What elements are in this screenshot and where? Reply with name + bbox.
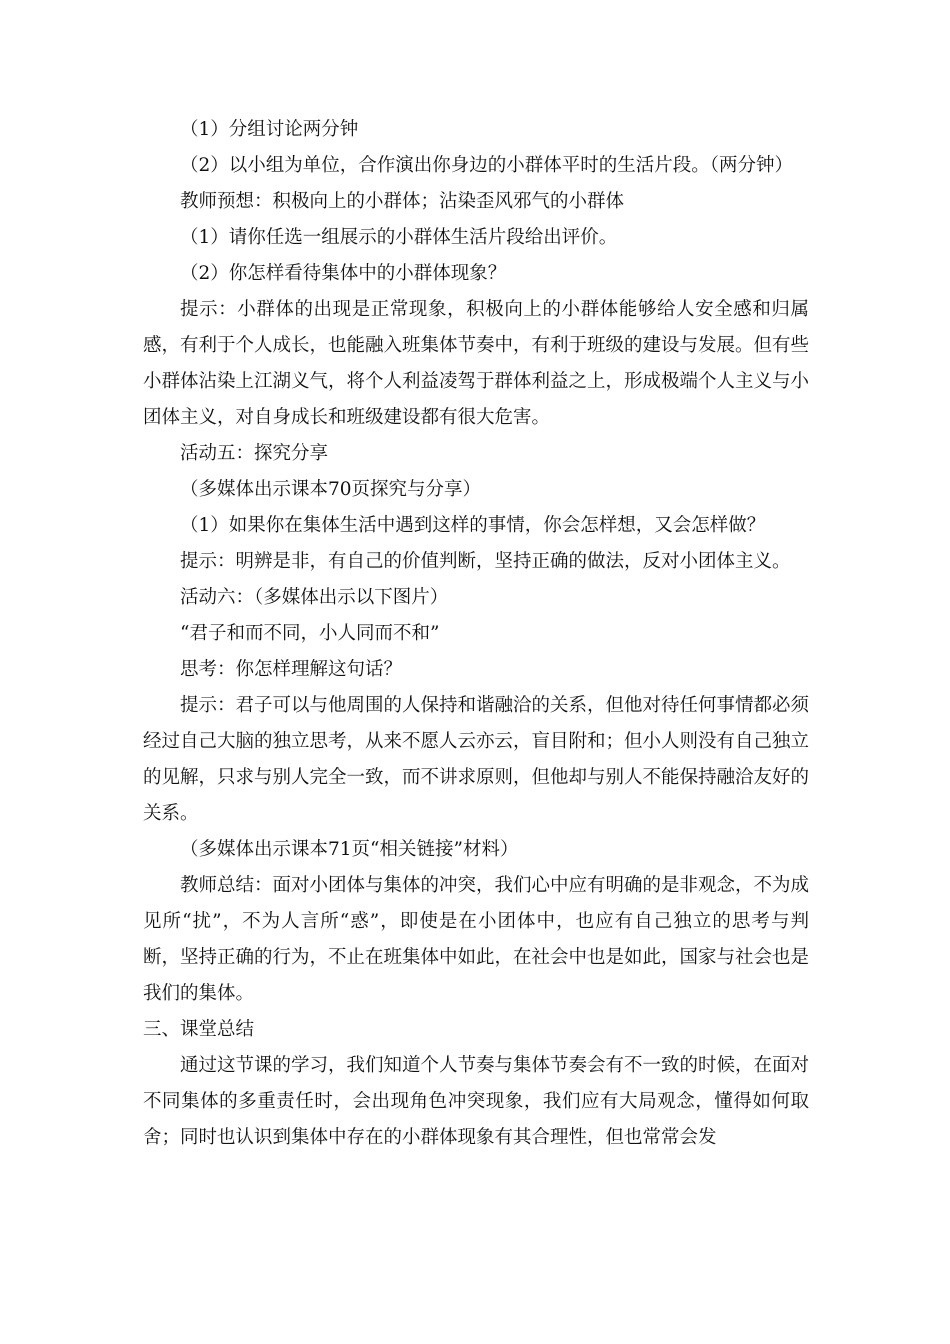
- document-body: [143, 112, 809, 1156]
- paragraph: （1）如果你在集体生活中遇到这样的事情，你会怎样想，又会怎样做？: [180, 515, 766, 536]
- paragraph: 教师总结：面对小团体与集体的冲突，我们心中应有明确的是非观念，不为成见所“扰”，不为人言所“惑”，即使是在小团体中，也应有自己独立的思考与判断，坚持正确的行为，不止在班集体中如此，在社会中也是如此，国家与社会也是我们的集体。: [143, 875, 810, 1004]
- section-heading: 三、课堂总结: [143, 1019, 255, 1040]
- paragraph: 教师预想：积极向上的小群体；沾染歪风邪气的小群体: [180, 191, 625, 212]
- paragraph: 提示：君子可以与他周围的人保持和谐融洽的关系，但他对待任何事情都必须经过自己大脑的独立思考，从来不愿人云亦云，盲目附和；但小人则没有自己独立的见解，只求与别人完全一致，而不讲求原则，但他却与别人不能保持融洽友好的关系。: [143, 695, 810, 824]
- section-heading: 活动六：（多媒体出示以下图片）: [180, 587, 449, 608]
- quote: “君子和而不同，小人同而不和”: [180, 623, 440, 644]
- paragraph: （1）请你任选一组展示的小群体生活片段给出评价。: [180, 227, 618, 248]
- paragraph: （2）你怎样看待集体中的小群体现象？: [180, 263, 507, 284]
- paragraph: 通过这节课的学习，我们知道个人节奏与集体节奏会有不一致的时候，在面对不同集体的多重责任时，会出现角色冲突现象，我们应有大局观念，懂得如何取舍；同时也认识到集体中存在的小群体现象有其合理性，但也常常会发: [143, 1055, 810, 1148]
- paragraph: （多媒体出示课本70页探究与分享）: [180, 479, 482, 500]
- paragraph: 思考：你怎样理解这句话？: [180, 659, 403, 680]
- paragraph: 提示：明辨是非，有自己的价值判断，坚持正确的做法，反对小团体主义。: [180, 551, 791, 572]
- paragraph: 提示：小群体的出现是正常现象，积极向上的小群体能够给人安全感和归属感，有利于个人成长，也能融入班集体节奏中，有利于班级的建设与发展。但有些小群体沾染上江湖义气，将个人利益凌驾于群体利益之上，形成极端个人主义与小团体主义，对自身成长和班级建设都有很大危害。: [143, 299, 810, 428]
- section-heading: 活动五：探究分享: [180, 443, 329, 464]
- paragraph: （1）分组讨论两分钟: [180, 119, 359, 140]
- paragraph: （多媒体出示课本71页“相关链接”材料）: [180, 839, 519, 860]
- paragraph: （2）以小组为单位，合作演出你身边的小群体平时的生活片段。（两分钟）: [180, 155, 794, 176]
